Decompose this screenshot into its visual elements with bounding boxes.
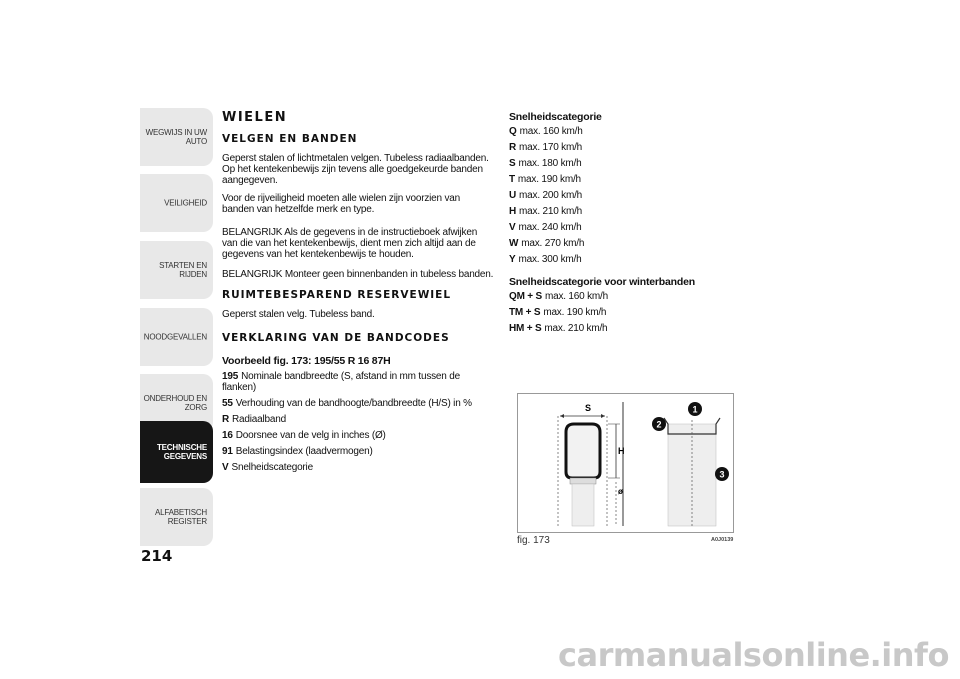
tire-diagram bbox=[517, 393, 734, 533]
tab-technische-gegevens[interactable] bbox=[140, 421, 213, 483]
list-item bbox=[509, 174, 769, 185]
figure-code: A0J0139 bbox=[711, 537, 734, 543]
arrow-head bbox=[601, 414, 605, 418]
list-item bbox=[222, 414, 494, 425]
rim-profile bbox=[668, 424, 716, 526]
paragraph: BELANGRIJK Als de gegevens in de instructieboek afwijken van die van het kentekenbewijs, dient men zich altijd aan de gegevens van het kentekenbewijs te houden. bbox=[222, 227, 478, 260]
tab-label: NOODGEVALLEN bbox=[143, 332, 207, 342]
code: T bbox=[509, 174, 515, 185]
code: 55 bbox=[222, 398, 233, 409]
code: 91 bbox=[222, 446, 233, 457]
watermark: carmanualsonline.info bbox=[558, 636, 949, 674]
desc: Radiaalband bbox=[232, 414, 286, 425]
code: W bbox=[509, 238, 519, 249]
list-item bbox=[509, 222, 769, 233]
value: max. 160 km/h bbox=[519, 126, 583, 137]
paragraph: Geperst stalen velg. Tubeless band. bbox=[222, 309, 375, 320]
list-item bbox=[509, 158, 769, 169]
tab-label: ONDERHOUD EN ZORG bbox=[143, 394, 207, 412]
winter-heading: Snelheidscategorie voor winterbanden bbox=[509, 276, 695, 288]
list-item bbox=[222, 430, 494, 441]
desc: Doorsnee van de velg in inches (Ø) bbox=[235, 430, 386, 441]
example-heading: Voorbeeld fig. 173: 195/55 R 16 87H bbox=[222, 355, 391, 367]
list-item bbox=[509, 291, 769, 302]
value: max. 200 km/h bbox=[519, 190, 583, 201]
paragraph: Voor de rijveiligheid moeten alle wielen zijn voorzien van banden van hetzelfde merk en type. bbox=[222, 193, 460, 215]
callout-3-text: 3 bbox=[719, 469, 725, 480]
value: max. 240 km/h bbox=[518, 222, 582, 233]
list-item bbox=[509, 238, 769, 249]
tab-label: ALFABETISCH REGISTER bbox=[154, 508, 207, 526]
callout-2-text: 2 bbox=[656, 419, 662, 430]
code: QM + S bbox=[509, 291, 542, 302]
left-column bbox=[222, 112, 494, 478]
list-item bbox=[509, 307, 769, 318]
label-h: H bbox=[618, 446, 625, 456]
list-item bbox=[509, 206, 769, 217]
tab-alfabetisch[interactable] bbox=[140, 488, 213, 546]
speed-heading: Snelheidscategorie bbox=[509, 111, 602, 123]
paragraph: BELANGRIJK Monteer geen binnenbanden in tubeless banden. bbox=[222, 269, 494, 280]
list-item bbox=[222, 462, 494, 473]
value: max. 190 km/h bbox=[543, 307, 607, 318]
label-diameter: ø bbox=[618, 487, 623, 496]
right-column bbox=[509, 112, 769, 339]
desc: Belastingsindex (laadvermogen) bbox=[235, 446, 373, 457]
code: HM + S bbox=[509, 323, 542, 334]
value: max. 190 km/h bbox=[517, 174, 581, 185]
value: max. 300 km/h bbox=[518, 254, 582, 265]
tab-noodgevallen[interactable] bbox=[140, 308, 213, 366]
page-title: WIELEN bbox=[222, 110, 288, 125]
value: max. 210 km/h bbox=[519, 206, 583, 217]
list-item bbox=[222, 446, 494, 457]
tab-starten[interactable] bbox=[140, 241, 213, 299]
list-item bbox=[509, 126, 769, 137]
code: R bbox=[509, 142, 517, 153]
tab-wegwijs[interactable] bbox=[140, 108, 213, 166]
rim bbox=[570, 478, 596, 484]
code: H bbox=[509, 206, 517, 217]
list-item bbox=[509, 190, 769, 201]
section-heading: VELGEN EN BANDEN bbox=[222, 133, 358, 145]
desc: Verhouding van de bandhoogte/bandbreedte (H/S) in % bbox=[235, 398, 472, 409]
list-item bbox=[222, 398, 494, 409]
tab-label: TECHNISCHE GEGEVENS bbox=[156, 443, 207, 461]
tab-label: WEGWIJS IN UW AUTO bbox=[145, 128, 207, 146]
figure-caption: fig. 173 bbox=[517, 535, 550, 546]
list-item bbox=[509, 142, 769, 153]
section-heading: VERKLARING VAN DE BANDCODES bbox=[222, 332, 450, 344]
value: max. 170 km/h bbox=[519, 142, 583, 153]
code: V bbox=[222, 462, 229, 473]
code: Q bbox=[509, 126, 517, 137]
list-item bbox=[509, 323, 769, 334]
label-s: S bbox=[585, 403, 592, 413]
code: V bbox=[509, 222, 516, 233]
tab-label: STARTEN EN RIJDEN bbox=[159, 261, 207, 279]
value: max. 210 km/h bbox=[544, 323, 608, 334]
tab-veiligheid[interactable] bbox=[140, 174, 213, 232]
code: U bbox=[509, 190, 517, 201]
code: R bbox=[222, 414, 230, 425]
section-heading: RUIMTEBESPAREND RESERVEWIEL bbox=[222, 289, 452, 301]
code: S bbox=[509, 158, 516, 169]
tab-label: VEILIGHEID bbox=[164, 198, 207, 208]
callout-1-text: 1 bbox=[692, 404, 698, 415]
value: max. 270 km/h bbox=[521, 238, 585, 249]
list-item bbox=[222, 371, 494, 393]
value: max. 160 km/h bbox=[544, 291, 608, 302]
code: 16 bbox=[222, 430, 233, 441]
tire-diagram-svg bbox=[518, 394, 733, 532]
code: Y bbox=[509, 254, 516, 265]
desc: Nominale bandbreedte (S, afstand in mm tussen de flanken) bbox=[222, 371, 460, 393]
paragraph: Geperst stalen of lichtmetalen velgen. Tubeless radiaalbanden. Op het kentekenbewijs zijn tevens alle goedgekeurde banden aangegeven. bbox=[222, 153, 489, 186]
page-number: 214 bbox=[141, 547, 173, 565]
list-item bbox=[509, 254, 769, 265]
tire-outline bbox=[566, 424, 600, 478]
code: TM + S bbox=[509, 307, 541, 318]
code: 195 bbox=[222, 371, 239, 382]
value: max. 180 km/h bbox=[518, 158, 582, 169]
rim-body bbox=[572, 484, 594, 526]
arrow-head bbox=[560, 414, 564, 418]
desc: Snelheidscategorie bbox=[231, 462, 313, 473]
